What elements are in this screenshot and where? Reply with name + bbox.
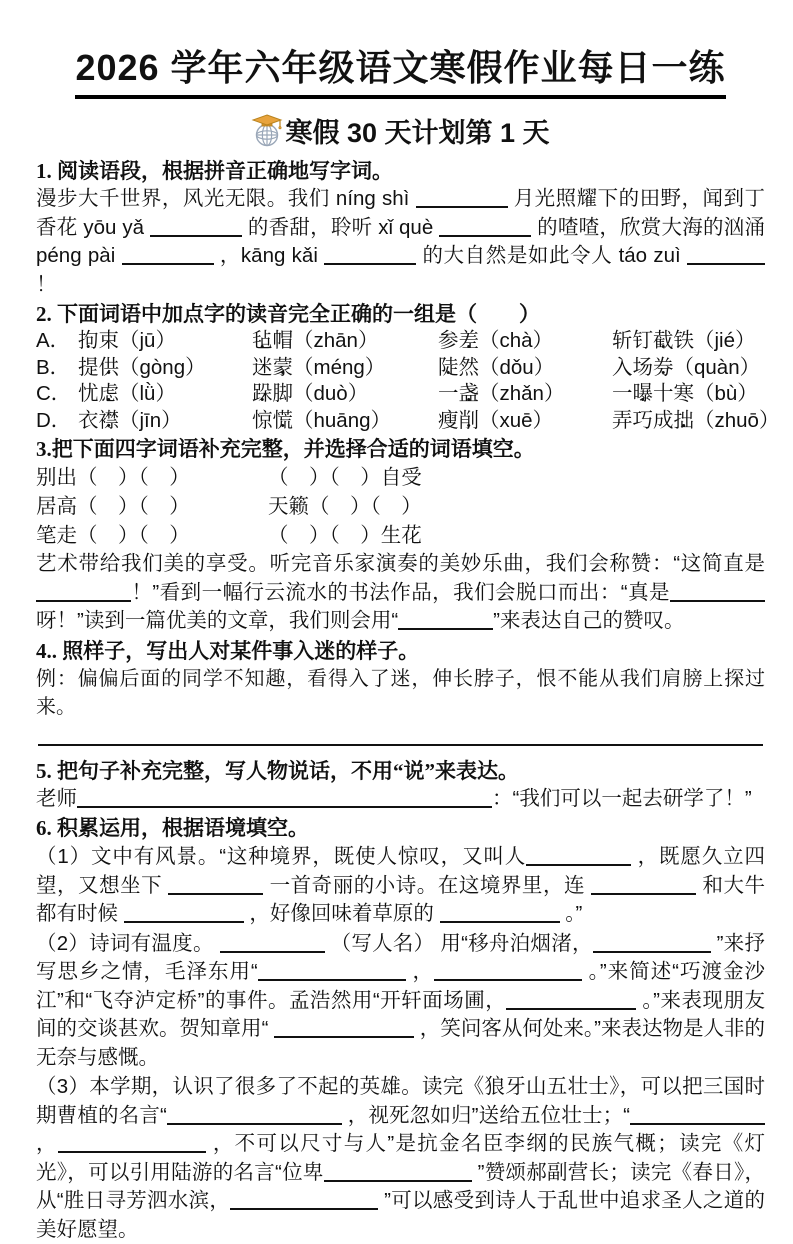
fill-in-blank[interactable] (591, 874, 696, 895)
idiom-completion-item: 别出（ ）（ ） (36, 466, 190, 489)
question-6-part-3: （3）本学期，认识了很多了不起的英雄。读完《狼牙山五壮士》，可以把三国时期曹植的名言“ ，视死忽如归”送给五位壮士；“ ， ，不可以尺寸与人”是抗金名臣李纲的民族气概；读完《灯光》，可以引用陆游的名言“位卑 ”赞颂郝副营长；读完《春日》，从“胜日寻芳泗水滨， ”可以感受到诗人于乱世中追求圣人之道的美好愿望。 (36, 1075, 766, 1241)
fill-in-blank[interactable] (220, 932, 325, 953)
option-label: C． (36, 382, 72, 405)
word-with-pinyin: 惊慌 •（huāng） (252, 408, 438, 435)
page-title: 2026 学年六年级语文寒假作业每日一练 (75, 40, 725, 99)
question-6-heading: 6. 积累运用，根据语境填空。 (36, 816, 309, 840)
emphasis-dot-char: 拘 • (78, 328, 99, 355)
emphasis-dot-char: 券 • (653, 355, 674, 382)
fill-in-blank[interactable] (124, 903, 244, 924)
emphasis-dot-char: 慌 • (273, 408, 294, 435)
emphasis-dot-char: 曝 • (633, 381, 654, 408)
word-with-pinyin: 拘 •束（jū） (78, 328, 252, 355)
question-3-paragraph: 艺术带给我们美的享受。听完音乐家演奏的美妙乐曲，我们会称赞：“这简直是！”看到一幅行云流水的书法作品，我们会脱口而出：“真是呀！”读到一篇优美的文章，我们则会用“ ”来表达自己的赞叹。 (36, 552, 765, 632)
fill-in-blank[interactable] (440, 903, 560, 924)
idiom-completion-item: 笔走（ ）（ ） (36, 524, 190, 547)
question-4-heading: 4.. 照样子，写出人对某件事入迷的样子。 (36, 638, 420, 663)
fill-in-blank[interactable] (416, 188, 508, 209)
fill-in-blank[interactable] (439, 216, 531, 237)
option-row (36, 381, 765, 408)
option-label: B． (36, 355, 71, 379)
fill-in-blank[interactable] (630, 1104, 765, 1125)
question-5-sentence: 老师 ：“我们可以一起去研学了！” (36, 786, 752, 810)
fill-in-blank[interactable] (687, 245, 765, 266)
fill-in-blank[interactable] (670, 581, 765, 602)
emphasis-dot-char: 陡 • (438, 355, 459, 382)
word-with-pinyin: 斩钉截 •铁（jié） (612, 328, 765, 355)
page-subtitle (36, 111, 765, 150)
question-6-part-1: （1）文中有风景。“这种境界，既使人惊叹，又叫人 ，既愿久立四望，又想坐下 一首奇丽的小诗。在这境界里，连 和大牛都有时候 ，好像回味着草原的 。” (36, 845, 766, 925)
emphasis-dot-char: 跺 • (252, 381, 273, 408)
question-4-example: 例：偏偏后面的同学不知趣，看得入了迷，伸长脖子，恨不能从我们肩膀上探过来。 (36, 667, 765, 718)
fill-in-blank[interactable] (506, 989, 636, 1010)
emphasis-dot-char: 削 • (459, 408, 480, 435)
fill-in-blank[interactable] (150, 216, 242, 237)
word-with-pinyin: 毡 •帽（zhān） (252, 328, 438, 355)
fill-in-blank[interactable] (324, 1161, 472, 1182)
graduation-cap-globe-icon (251, 114, 283, 148)
idiom-completion-item: （ ）（ ）自受 (268, 466, 422, 489)
option-row (36, 355, 765, 382)
question-4-answer-line[interactable] (38, 744, 763, 746)
word-with-pinyin: 提供 •（gòng） (78, 355, 252, 382)
emphasis-dot-char: 盏 • (459, 381, 480, 408)
emphasis-dot-char: 拙 • (674, 408, 695, 435)
word-with-pinyin: 入场券 •（quàn） (612, 355, 765, 382)
idiom-completion-item: 天籁（ ）（ ） (268, 495, 422, 518)
emphasis-dot-char: 差 • (459, 328, 480, 355)
fill-in-blank[interactable] (526, 846, 631, 867)
question-3-heading: 3.把下面四字词语补充完整，并选择合适的词语填空。 (36, 437, 535, 461)
emphasis-dot-char: 襟 • (99, 408, 120, 435)
question-2-options (36, 328, 780, 434)
fill-in-blank[interactable] (398, 610, 493, 631)
fill-in-blank[interactable] (274, 1018, 414, 1039)
fill-in-blank[interactable] (36, 581, 131, 602)
fill-in-blank[interactable] (168, 874, 263, 895)
option-label: A． (36, 329, 71, 352)
idiom-completion-item: （ ）（ ）生花 (268, 524, 422, 547)
fill-in-blank[interactable] (324, 245, 416, 266)
emphasis-dot-char: 毡 • (252, 328, 273, 355)
word-with-pinyin: 跺 •脚（duò） (252, 381, 438, 408)
word-with-pinyin: 弄巧成拙 •（zhuō） (612, 408, 779, 435)
fill-in-blank[interactable] (230, 1190, 378, 1211)
word-with-pinyin: 参差 •（chà） (438, 328, 612, 355)
fill-in-blank[interactable] (434, 961, 582, 982)
fill-in-blank[interactable] (593, 932, 711, 953)
emphasis-dot-char: 蒙 • (273, 355, 294, 382)
idiom-completion-item: 居高（ ）（ ） (36, 495, 190, 518)
word-with-pinyin: 一曝 •十寒（bù） (612, 381, 765, 408)
option-row (36, 408, 780, 435)
fill-in-blank[interactable] (258, 961, 406, 982)
word-with-pinyin: 衣襟 •（jīn） (78, 408, 252, 435)
question-6-part-2: （2）诗词有温度。 （写人名） 用“移舟泊烟渚， ”来抒写思乡之情，毛泽东用“ ， 。”来简述“巧渡金沙江”和“飞夺泸定桥”的事件。孟浩然用“开轩面场圃， 。”来表现朋友间的交谈甚欢。贺知章用“ ，笑问客从何处来。”来表达物是人非的无奈与感慨。 (36, 931, 765, 1069)
option-row (36, 328, 765, 355)
word-with-pinyin: 忧虑 •（lǜ） (78, 381, 252, 408)
page-subtitle-label: 寒假 30 天计划第 1 天 (285, 118, 550, 148)
fill-in-blank[interactable] (77, 787, 492, 808)
emphasis-dot-char: 供 • (99, 355, 120, 382)
question-1-heading: 1. 阅读语段，根据拼音正确地写字词。 (36, 159, 393, 183)
fill-in-blank[interactable] (58, 1133, 206, 1154)
word-with-pinyin: 陡 •然（dǒu） (438, 355, 612, 382)
question-1-passage: 漫步大千世界，风光无限。我们 níng shì 月光照耀下的田野，闻到丁香花 yōu yǎ 的香甜，聆听 xǐ què 的喳喳，欣赏大海的汹涌 péng pài ，kāng kǎi 的大自然是如此令人 táo zuì ！ (36, 187, 765, 296)
question-2-heading: 2. 下面词语中加点字的读音完全正确的一组是（ ） (36, 302, 540, 326)
option-label: D． (36, 408, 72, 432)
word-with-pinyin: 一盏 •（zhǎn） (438, 381, 612, 408)
emphasis-dot-char: 虑 • (99, 381, 120, 408)
fill-in-blank[interactable] (167, 1104, 342, 1125)
fill-in-blank[interactable] (122, 245, 214, 266)
word-with-pinyin: 瘦削 •（xuē） (438, 408, 612, 435)
question-3-idiom-grid (36, 463, 556, 550)
word-with-pinyin: 迷蒙 •（méng） (252, 355, 438, 382)
question-5-heading: 5. 把句子补充完整，写人物说话，不用“说”来表达。 (36, 758, 519, 783)
emphasis-dot-char: 截 • (653, 328, 674, 355)
